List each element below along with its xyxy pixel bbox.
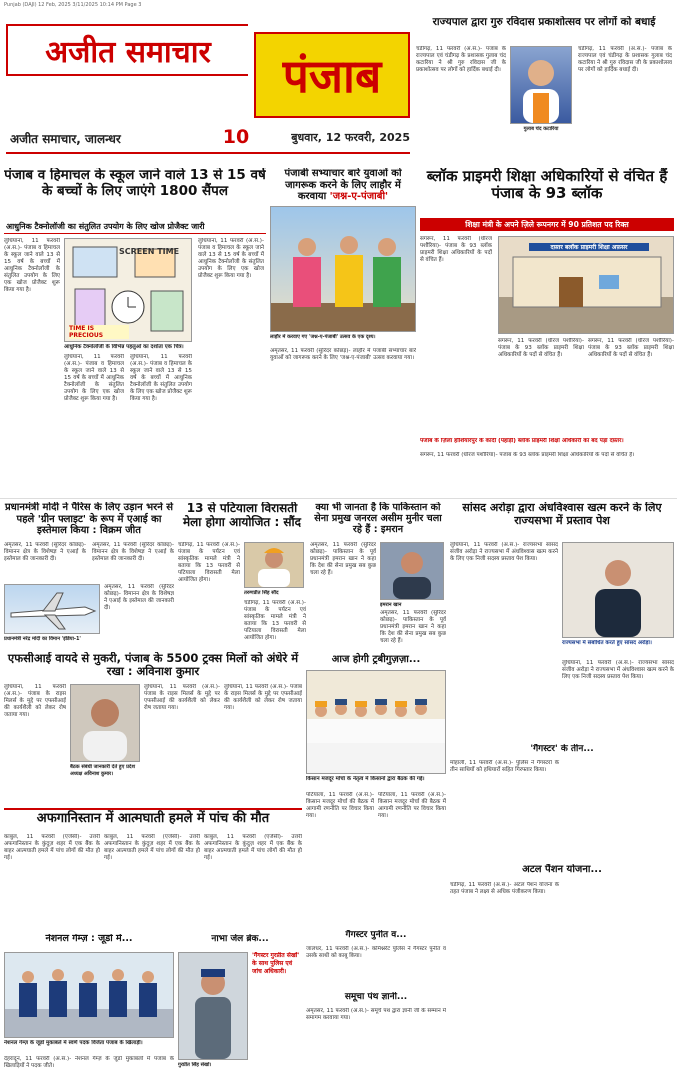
story-gangster — [450, 744, 674, 862]
atal-headline: अटल पैंशन योजना... — [522, 864, 602, 875]
story-gangster2 — [306, 930, 446, 990]
story-cyber — [4, 502, 174, 650]
airplane-icon — [5, 585, 99, 633]
block-col1: संगरूर, 11 फरवरी (धीरज पशौरिया)- पंजाब के 93 ब्लॉक प्राइमरी शिक्षा अधिकारियों के पदों से वंचित हैं। — [420, 236, 492, 263]
minister-portrait-icon — [245, 543, 303, 587]
office-sign: दफ़्तर बलॉक प्राइमरी शिक्षा अफ़सर — [529, 243, 649, 251]
national-photo — [4, 952, 174, 1038]
motion-col2: लुधियाना, 11 फरवरी (अ.स.)- राज्यसभा सांसद संजीव अरोड़ा ने राज्यसभा में अंधविश्वास खत्म करने के लिए एक निजी सदस्य प्रस्ताव पेश किया। — [562, 660, 674, 680]
cyber-col2: अमृतसर, 11 फरवरी (सुरिंदर कोछड़)- विमानन क्षेत्र के विशेषज्ञ ने एआई के इस्तेमाल की जानकारी दी। — [92, 542, 174, 562]
print-slug: Punjab (DAJI) 12 Feb, 2025 3/11/2025 10:14 PM Page 3 — [4, 2, 142, 8]
patiala-col2: चंडीगढ़, 11 फरवरी (अ.स.)- पंजाब के पर्यटन एवं सांस्कृतिक मामले मंत्री ने बताया कि 13 फरवरी से पटियाला विरासती मेला आयोजित होगा। — [244, 600, 306, 641]
story-youth — [270, 168, 416, 498]
patiala-headline: 13 से पटियाला विरासती मेला होगा आयोजित : सौंद — [182, 502, 302, 529]
speaker-icon — [563, 543, 673, 637]
imran-photo — [380, 542, 444, 600]
employees-col3: लुधियाना, 11 फरवरी (अ.स.)- पंजाब के राइस मिलर्स के मुद्दे पर एफसीआई की कार्यशैली को लेकर रोष जताया गया। — [224, 684, 302, 711]
farmers-col1: पटियाला, 11 फरवरी (अ.स.)- किसान मजदूर मोर्चा की बैठक में आगामी रणनीति पर विचार किया गया। — [306, 792, 374, 819]
story-jail — [178, 934, 302, 1084]
cyber-col3: अमृतसर, 11 फरवरी (सुरिंदर कोछड़)- विमानन क्षेत्र के विशेषज्ञ ने एआई के इस्तेमाल की जानकारी दी। — [104, 584, 174, 611]
masthead — [6, 14, 410, 162]
imran-caption: इमरान खान — [380, 602, 402, 608]
plane-photo — [4, 584, 100, 634]
screen-time-poster — [64, 238, 192, 342]
jail-headline: नाभा जेल ब्रेक... — [211, 934, 269, 944]
block-col4: संगरूर, 11 फरवरी (धीरज पशौरिया)- पंजाब के 93 ब्लॉक प्राइमरी शिक्षा अधिकारियों के पदों से वंचित हैं। — [420, 452, 635, 458]
motion-photo — [562, 542, 674, 638]
atal-col1: चंडीगढ़, 11 फरवरी (अ.स.)- अटल पैंशन योजना के तहत पंजाब ने लक्ष्य से अधिक पंजीकरण किया। — [450, 882, 559, 895]
block-col2: संगरूर, 11 फरवरी (धीरज पशौरिया)- पंजाब के 93 ब्लॉक प्राइमरी शिक्षा अधिकारियों के पदों से वंचित हैं। — [498, 338, 584, 358]
afghan-col2: काबुल, 11 फरवरी (एजेंसी)- उत्तरी अफगानिस्तान के कुंदुज़ शहर में एक बैंक के बाहर आत्मघाती हमले में पांच लोगों की मौत हो गई। — [104, 834, 200, 861]
plane-caption: प्रधानमंत्री नरेंद्र मोदी का विमान 'इंडिया-1' — [4, 636, 81, 642]
schools-col2: लुधियाना, 11 फरवरी (अ.स.)- पंजाब व हिमाचल के स्कूल जाने वाले 13 से 15 वर्ष के बच्चों में आधुनिक टैक्नोलॉजी के संतुलित उपयोग के लिए एक खोज प्रोजैक्ट शुरू किया गया है। — [64, 354, 124, 402]
portrait-icon-2 — [381, 543, 443, 599]
schools-headline: पंजाब व हिमाचल के स्कूल जाने वाले 13 से 15 वर्ष के बच्चों के लिए जाएंगे 1800 सैंपल — [4, 168, 266, 199]
motion-col1: लुधियाना, 11 फरवरी (अ.स.)- राज्यसभा सांसद संजीव अरोड़ा ने राज्यसभा में अंधविश्वास खत्म करने के लिए एक निजी सदस्य प्रस्ताव पेश किया। — [450, 542, 558, 562]
small-col1: अमृतसर, 11 फरवरी (अ.स.)- समूचे पंथ द्वारा ज्ञानी जी के सम्मान में समागम करवाया गया। — [306, 1008, 446, 1021]
farmers-caption: किसान मजदूर मोर्चा के नेतृत्व में किसानों द्वारा बैठक की गई। — [306, 776, 425, 782]
schools-col1: लुधियाना, 11 फरवरी (अ.स.)- पंजाब व हिमाचल के स्कूल जाने वाले 13 से 15 वर्ष के बच्चों में आधुनिक टैक्नोलॉजी के संतुलित उपयोग के लिए एक खोज प्रोजैक्ट शुरू किया गया है। — [4, 238, 60, 293]
national-headline: नेशनल गेम्ज़ : जूडो में... — [45, 934, 133, 944]
motion-headline: सांसद अरोड़ा द्वारा अंधविश्वास खत्म करने के लिए राज्यसभा में प्रस्ताव पेश — [462, 502, 662, 527]
jail-photo — [178, 952, 248, 1060]
employees-headline: एफसीआई वायदे से मुकरी, पंजाब के 5500 ट्रक्स मिलों को अंधेरे में रखा : अविनाश कुमार — [7, 652, 299, 679]
story-patiala — [178, 502, 306, 650]
block-banner: शिक्षा मंत्री के अपने ज़िले रूपनगर में 90 प्रतिशत पद रिक्त — [420, 218, 674, 231]
youth-col1: अमृतसर, 11 फरवरी (सुरिंदर कोछड़)- लाहौर में पंजाबी सभ्याचार बारे युवाओं को जागरूक करने के लिए 'जश्न-ए-पंजाबी' उत्सव करवाया गया। — [270, 348, 416, 361]
city-line: अजीत समाचार, जालन्धर — [10, 132, 121, 146]
motion-caption: राज्यसभा में संबोधित करते हुए सांसद अरोड़ा। — [562, 640, 652, 646]
story-employees — [4, 652, 302, 804]
paper-name: अजीत समाचार — [45, 34, 211, 70]
story-national — [4, 934, 174, 1084]
date-line: बुधवार, 12 फरवरी, 2025 — [291, 131, 410, 144]
block-office-photo — [498, 236, 674, 334]
youth-photo — [270, 206, 416, 332]
imran-col1: अमृतसर, 11 फरवरी (सुरिंदर कोछड़)- पाकिस्तान के पूर्व प्रधानमंत्री इमरान खान ने कहा कि देश की सेना प्रमुख सब कुछ चला रहे हैं। — [310, 542, 376, 576]
employees-caption: बैठक संबंधी जानकारी देते हुए प्रदेश अध्यक्ष अविनाश कुमार। — [70, 764, 135, 777]
dancers-icon — [271, 207, 415, 331]
gangster-headline: 'गैंगस्टर' के तीन... — [530, 744, 594, 754]
employees-col2: लुधियाना, 11 फरवरी (अ.स.)- पंजाब के राइस मिलर्स के मुद्दे पर एफसीआई की कार्यशैली को लेकर रोष जताया गया। — [144, 684, 220, 711]
patiala-col1: चंडीगढ़, 11 फरवरी (अ.स.)- पंजाब के पर्यटन एवं सांस्कृतिक मामले मंत्री ने बताया कि 13 फरवरी से पटियाला विरासती मेला आयोजित होगा। — [178, 542, 240, 583]
story-motion — [450, 502, 674, 742]
national-caption: नेशनल गेम्ज़ के जूडो मुकाबले में स्वर्ण पदक विजेता पंजाब के खिलाड़ी। — [4, 1040, 143, 1046]
schools-subhead: आधुनिक टैक्नोलॉजी का संतुलित उपयोग के लिए खोज प्रोजैक्ट जारी — [4, 220, 266, 234]
poster-title: SCREEN TIME — [119, 247, 180, 256]
poster-badge: TIME IS PRECIOUS — [69, 325, 129, 339]
farmers-headline: आज होगी ट्रबीगुज़ज़ा... — [331, 654, 421, 665]
story-atal — [450, 864, 674, 1084]
police-icon — [179, 953, 247, 1059]
story-schools — [4, 168, 266, 498]
top-story-headline: राज्यपाल द्वारा गुरु रविदास प्रकाशोत्सव पर लोगों को बधाई — [432, 16, 656, 28]
gangster2-headline: गैंगस्टर पुनीत व... — [345, 930, 407, 940]
story-small — [306, 992, 446, 1084]
patiala-caption: तरुणप्रीत सिंह सौंद — [244, 590, 279, 596]
story-afghan — [4, 808, 302, 932]
national-col1: देहरादून, 11 फरवरी (अ.स.)- नेशनल गेम्ज़ के जूडो मुकाबलों में पंजाब के खिलाड़ियों ने पदक जीते। — [4, 1056, 174, 1069]
block-headline: ब्लॉक प्राइमरी शिक्षा अधिकारियों से वंचित हैं पंजाब के 93 ब्लॉक — [426, 168, 668, 203]
gangster2-col1: जालंधर, 11 फरवरी (अ.स.)- कमिश्नरेट पुलिस ने गैंगस्टर पुनीत व उसके साथी को काबू किया। — [306, 946, 446, 959]
afghan-headline: अफगानिस्तान में आत्मघाती हमले में पांच की मौत — [4, 808, 302, 830]
top-story-lead-cont: चंडीगढ़, 11 फरवरी (अ.स.)- पंजाब के राज्यपाल एवं चंडीगढ़ के प्रशासक गुलाब चंद कटारिया ने श्री गुरु रविदास जी के प्रकाशोत्सव पर लोगों को हार्दिक बधाई दी। — [578, 46, 672, 73]
block-col3: संगरूर, 11 फरवरी (धीरज पशौरिया)- पंजाब के 93 ब्लॉक प्राइमरी शिक्षा अधिकारियों के पदों से वंचित हैं। — [588, 338, 674, 358]
imran-headline: क्या भी जानता है कि पाकिस्तान को सेना प्रमुख जनरल असीम मुनीर चला रहे हैं : इमरान — [314, 502, 442, 536]
governor-photo — [510, 46, 572, 124]
athletes-icon — [5, 953, 173, 1037]
youth-headline-text: पंजाबी सभ्याचार बारे युवाओं को जागरूक करने के लिए लाहौर में करवाया — [284, 168, 402, 202]
farmers-col2: पटियाला, 11 फरवरी (अ.स.)- किसान मजदूर मोर्चा की बैठक में आगामी रणनीति पर विचार किया गया। — [378, 792, 446, 819]
schools-col4: लुधियाना, 11 फरवरी (अ.स.)- पंजाब व हिमाचल के स्कूल जाने वाले 13 से 15 वर्ष के बच्चों में आधुनिक टैक्नोलॉजी के संतुलित उपयोग के लिए एक खोज प्रोजैक्ट शुरू किया गया है। — [198, 238, 264, 279]
block-caption: पंजाब के ज़िला होशियारपुर के कांदी (पहाड़ी) ब्लॉक प्राइमरी शिक्षा अधिकारी का बंद पड़ा दफ़्तर। — [420, 438, 624, 444]
afghan-col1: काबुल, 11 फरवरी (एजेंसी)- उत्तरी अफगानिस्तान के कुंदुज़ शहर में एक बैंक के बाहर आत्मघाती हमले में पांच लोगों की मौत हो गई। — [4, 834, 100, 861]
divider-1 — [0, 498, 677, 499]
story-block — [420, 168, 674, 498]
afghan-col3: काबुल, 11 फरवरी (एजेंसी)- उत्तरी अफगानिस्तान के कुंदुज़ शहर में एक बैंक के बाहर आत्मघाती हमले में पांच लोगों की मौत हो गई। — [204, 834, 302, 861]
office-building-icon — [499, 237, 673, 333]
page-number: 10 — [222, 126, 250, 148]
schools-col3: लुधियाना, 11 फरवरी (अ.स.)- पंजाब व हिमाचल के स्कूल जाने वाले 13 से 15 वर्ष के बच्चों में आधुनिक टैक्नोलॉजी के संतुलित उपयोग के लिए एक खोज प्रोजैक्ट शुरू किया गया है। — [130, 354, 192, 402]
farmers-photo — [306, 670, 446, 774]
imran-col2: अमृतसर, 11 फरवरी (सुरिंदर कोछड़)- पाकिस्तान के पूर्व प्रधानमंत्री इमरान खान ने कहा कि देश की सेना प्रमुख सब कुछ चला रहे हैं। — [380, 610, 446, 644]
youth-headline-quote: 'जश्न-ए-पंजाबी' — [329, 191, 389, 202]
mast-rule — [6, 152, 410, 154]
youth-headline — [270, 168, 416, 204]
edition-label: पंजाब — [282, 49, 382, 103]
patiala-photo — [244, 542, 304, 588]
portrait-icon — [511, 47, 571, 123]
governor-caption: गुलाब चंद कटारिया — [523, 126, 559, 132]
paper-name-box — [6, 24, 248, 76]
farmers-group-icon — [307, 671, 445, 773]
employees-photo — [70, 684, 140, 762]
schools-caption: आधुनिक टैक्नोलॉजी के विभिन्न पहलुओं का दर्शाता एक चित्र। — [64, 344, 192, 351]
top-story-lead: चंडीगढ़, 11 फरवरी (अ.स.)- पंजाब के राज्यपाल एवं चंडीगढ़ के प्रशासक गुलाब चंद कटारिया ने श्री गुरु रविदास जी के प्रकाशोत्सव पर लोगों को हार्दिक बधाई दी। — [416, 46, 506, 73]
jail-caption: गुरप्रीत सिंह सेखों। — [178, 1062, 212, 1068]
story-farmers — [306, 652, 446, 928]
portrait-icon-3 — [71, 685, 139, 761]
edition-label-box — [254, 32, 410, 118]
cyber-headline: प्रधानमंत्री मोदी ने पैरिस के लिए उड़ान भरने से पहले 'ग्रीन फ्लाइट' के रूप में एआई का इस्तेमाल किया : विक्रम जीत — [4, 502, 174, 536]
top-story — [416, 16, 672, 156]
cyber-col1: अमृतसर, 11 फरवरी (सुरिंदर कोछड़)- विमानन क्षेत्र के विशेषज्ञ ने एआई के इस्तेमाल की जानकारी दी। — [4, 542, 86, 562]
story-imran — [310, 502, 446, 650]
youth-caption: लाहौर में करवाए गए 'जश्न-ए-पंजाबी' उत्सव के एक दृश्य। — [270, 334, 376, 340]
gangster-col1: मोहाली, 11 फरवरी (अ.स.)- पुलिस ने गैंगस्टरों के तीन साथियों को हथियारों सहित गिरफ्तार किया। — [450, 760, 559, 773]
small-headline: समूचा पंथ ज्ञानी... — [344, 992, 408, 1002]
jail-side-note: 'गैंगस्टर गुरप्रीत सेखों' के साथ पुलिस एवं जांच अधिकारी। — [252, 952, 300, 975]
employees-col1: लुधियाना, 11 फरवरी (अ.स.)- पंजाब के राइस मिलर्स के मुद्दे पर एफसीआई की कार्यशैली को लेकर रोष जताया गया। — [4, 684, 66, 718]
